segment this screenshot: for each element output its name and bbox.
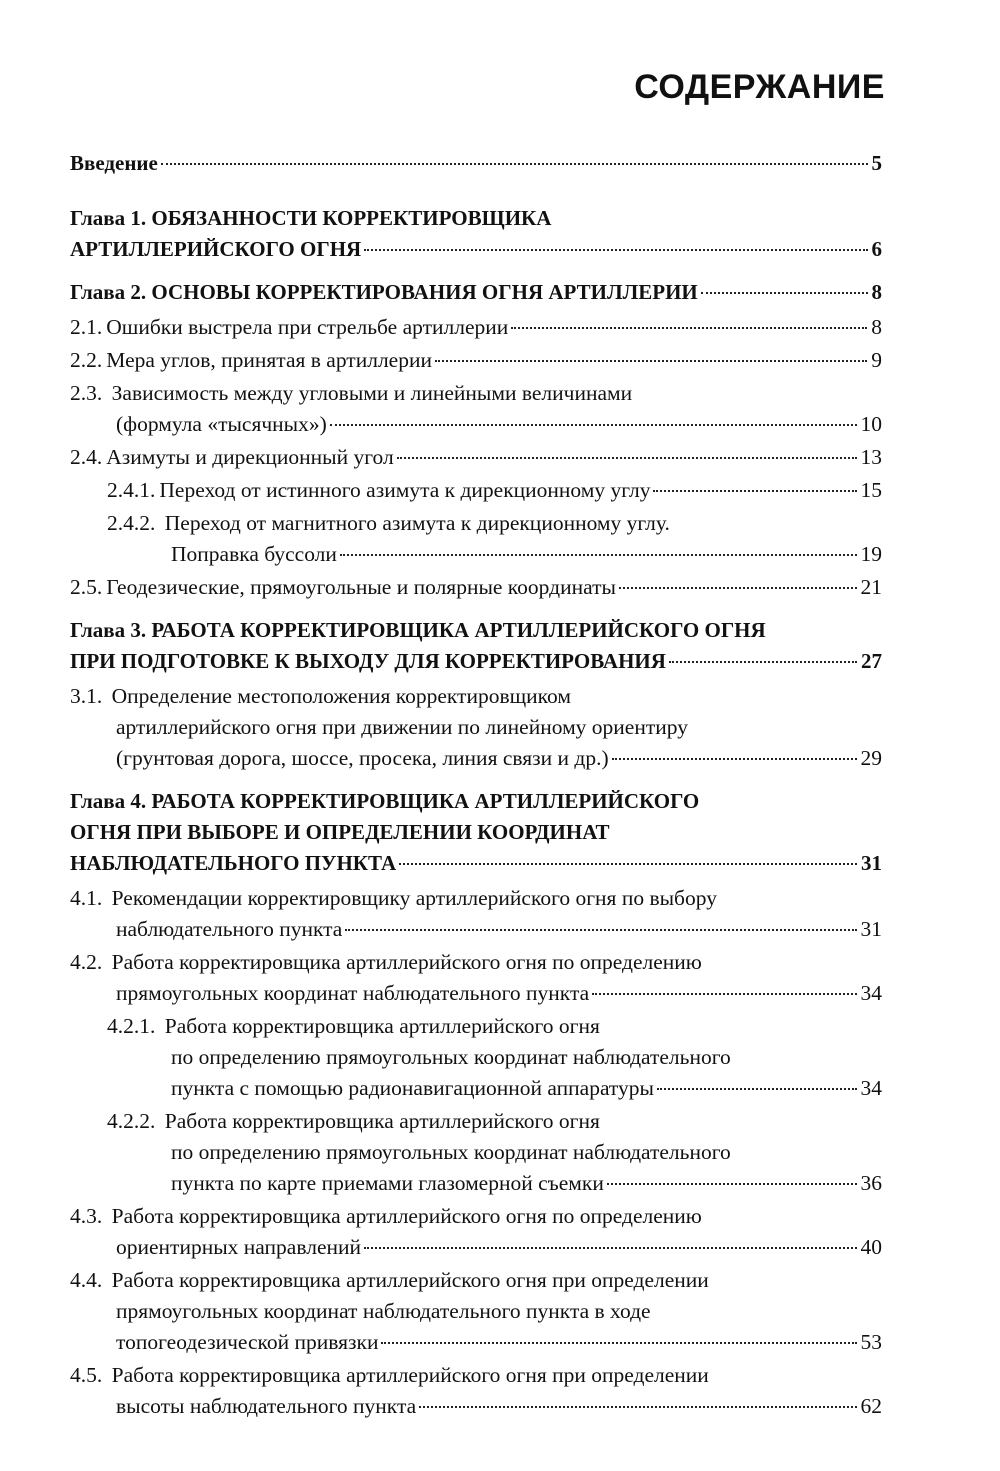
entry-title-text: Глава 2. ОСНОВЫ КОРРЕКТИРОВАНИЯ ОГНЯ АРТИЛЛЕРИИ bbox=[70, 280, 698, 304]
entry-title-text: Работа корректировщика артиллерийского огня по определению bbox=[111, 1204, 702, 1228]
dot-leader bbox=[397, 457, 857, 459]
toc-entry-line bbox=[107, 1168, 882, 1199]
toc-entry-line bbox=[70, 743, 882, 774]
toc-entry-line bbox=[70, 817, 882, 848]
entry-title-text: прямоугольных координат наблюдательного пункта в ходе bbox=[116, 1299, 651, 1323]
entry-title-text: Азимуты и дирекционный угол bbox=[106, 445, 394, 469]
page-number: 29 bbox=[860, 746, 882, 770]
section-number: 2.4.1. bbox=[107, 478, 156, 502]
section-number: 3.1. bbox=[70, 684, 108, 708]
entry-title-text: Работа корректировщика артиллерийского огня по определению bbox=[111, 950, 702, 974]
section-number: 4.3. bbox=[70, 1204, 108, 1228]
toc-entry-line bbox=[107, 1011, 882, 1042]
toc-section-entry[interactable] bbox=[70, 312, 882, 343]
entry-title-text: Мера углов, принятая в артиллерии bbox=[106, 348, 432, 372]
page-number: 34 bbox=[860, 981, 882, 1005]
entry-title-text: по определению прямоугольных координат наблюдательного bbox=[171, 1045, 731, 1069]
dot-leader bbox=[340, 554, 857, 556]
entry-title-text: наблюдательного пункта bbox=[116, 917, 343, 941]
entry-title-text: Работа корректировщика артиллерийского огня при определении bbox=[111, 1268, 709, 1292]
entry-title-text: пункта с помощью радионавигационной аппаратуры bbox=[171, 1076, 654, 1100]
page-number: 8 bbox=[871, 315, 882, 339]
toc-entry-line bbox=[70, 1360, 882, 1391]
dot-leader bbox=[657, 1088, 857, 1090]
section-number: 2.2. bbox=[70, 348, 103, 372]
toc-entry-line bbox=[70, 646, 882, 677]
toc-entry-line bbox=[70, 409, 882, 440]
dot-leader bbox=[612, 758, 857, 760]
entry-title-text: Глава 1. ОБЯЗАННОСТИ КОРРЕКТИРОВЩИКА bbox=[70, 206, 552, 230]
toc-entry-line bbox=[70, 442, 882, 473]
entry-title-text: АРТИЛЛЕРИЙСКОГО ОГНЯ bbox=[70, 237, 362, 261]
toc-section-entry[interactable] bbox=[70, 475, 882, 506]
dot-leader bbox=[701, 292, 868, 294]
toc-entry-line bbox=[70, 1201, 882, 1232]
page-number: 8 bbox=[871, 280, 882, 304]
entry-title-text: артиллерийского огня при движении по линейному ориентиру bbox=[116, 715, 688, 739]
entry-title-text: (грунтовая дорога, шоссе, просека, линия связи и др.) bbox=[116, 746, 609, 770]
section-number: 4.2.2. bbox=[107, 1109, 161, 1133]
toc-entry-line bbox=[70, 978, 882, 1009]
toc-entry-line bbox=[70, 1232, 882, 1263]
toc-entry-line bbox=[107, 1042, 882, 1073]
page-number: 21 bbox=[860, 575, 882, 599]
toc-entry-line bbox=[70, 277, 882, 308]
toc-section-entry[interactable] bbox=[70, 1201, 882, 1263]
toc-section-entry[interactable] bbox=[70, 442, 882, 473]
toc-entry-line bbox=[107, 1073, 882, 1104]
section-number: 2.1. bbox=[70, 315, 103, 339]
entry-title-text: ОГНЯ ПРИ ВЫБОРЕ И ОПРЕДЕЛЕНИИ КООРДИНАТ bbox=[70, 820, 610, 844]
entry-title-text: Ошибки выстрела при стрельбе артиллерии bbox=[106, 315, 509, 339]
toc-section-entry[interactable] bbox=[70, 572, 882, 603]
entry-title-text: Работа корректировщика артиллерийского огня bbox=[164, 1014, 600, 1038]
toc-entry-line bbox=[70, 378, 882, 409]
toc-section-entry[interactable] bbox=[70, 1011, 882, 1104]
entry-title-text: ориентирных направлений bbox=[116, 1235, 362, 1259]
entry-title-text: Определение местоположения корректировщиком bbox=[111, 684, 571, 708]
dot-leader bbox=[381, 1342, 856, 1344]
toc-entry-line bbox=[70, 572, 882, 603]
section-number: 4.2.1. bbox=[107, 1014, 161, 1038]
toc-entry-line bbox=[107, 1106, 882, 1137]
toc-entry-line bbox=[70, 148, 882, 179]
toc-entry-line bbox=[70, 1327, 882, 1358]
entry-title-text: ПРИ ПОДГОТОВКЕ К ВЫХОДУ ДЛЯ КОРРЕКТИРОВАНИЯ bbox=[70, 649, 666, 673]
toc-entry-line bbox=[70, 345, 882, 376]
page-number: 36 bbox=[860, 1171, 882, 1195]
dot-leader bbox=[592, 993, 856, 995]
toc-section-entry[interactable] bbox=[70, 1265, 882, 1358]
page-number: 15 bbox=[860, 478, 882, 502]
table-of-contents bbox=[70, 148, 882, 1422]
toc-section-entry[interactable] bbox=[70, 508, 882, 570]
entry-title-text: Глава 3. РАБОТА КОРРЕКТИРОВЩИКА АРТИЛЛЕРИЙСКОГО ОГНЯ bbox=[70, 618, 766, 642]
entry-title-text: по определению прямоугольных координат наблюдательного bbox=[171, 1140, 731, 1164]
entry-title-text: высоты наблюдательного пункта bbox=[116, 1394, 417, 1418]
entry-title-text: Зависимость между угловыми и линейными величинами bbox=[111, 381, 633, 405]
section-number: 4.5. bbox=[70, 1363, 108, 1387]
toc-section-entry[interactable] bbox=[70, 883, 882, 945]
dot-leader bbox=[345, 929, 856, 931]
dot-leader bbox=[330, 424, 857, 426]
page-number: 13 bbox=[860, 445, 882, 469]
toc-section-entry[interactable] bbox=[70, 1106, 882, 1199]
page-number: 53 bbox=[860, 1330, 882, 1354]
page-number: 19 bbox=[860, 542, 882, 566]
toc-entry-line bbox=[70, 1296, 882, 1327]
toc-entry-line bbox=[70, 914, 882, 945]
toc-entry-line bbox=[107, 508, 882, 539]
section-number: 2.4. bbox=[70, 445, 103, 469]
toc-entry-line bbox=[107, 1137, 882, 1168]
toc-entry-line bbox=[70, 203, 882, 234]
entry-title-text: Работа корректировщика артиллерийского огня bbox=[164, 1109, 600, 1133]
toc-entry-line bbox=[70, 712, 882, 743]
page-number: 6 bbox=[871, 237, 882, 261]
page-number: 62 bbox=[860, 1394, 882, 1418]
entry-title-text: НАБЛЮДАТЕЛЬНОГО ПУНКТА bbox=[70, 851, 397, 875]
toc-entry-line bbox=[107, 475, 882, 506]
toc-section-entry[interactable] bbox=[70, 1360, 882, 1422]
entry-title-text: Работа корректировщика артиллерийского огня при определении bbox=[111, 1363, 709, 1387]
toc-entry-line bbox=[70, 312, 882, 343]
toc-entry-line bbox=[70, 234, 882, 265]
entry-title-text: топогеодезической привязки bbox=[116, 1330, 379, 1354]
dot-leader bbox=[607, 1183, 857, 1185]
toc-section-entry[interactable] bbox=[70, 681, 882, 774]
section-number: 2.3. bbox=[70, 381, 108, 405]
dot-leader bbox=[619, 587, 857, 589]
page-number: 5 bbox=[871, 151, 882, 175]
toc-entry-line bbox=[70, 681, 882, 712]
toc-chapter-entry[interactable] bbox=[70, 277, 882, 308]
section-number: 2.4.2. bbox=[107, 511, 161, 535]
page-number: 9 bbox=[871, 348, 882, 372]
entry-title-text: пункта по карте приемами глазомерной съемки bbox=[171, 1171, 604, 1195]
section-number: 2.5. bbox=[70, 575, 103, 599]
dot-leader bbox=[399, 863, 857, 865]
entry-title-text: Геодезические, прямоугольные и полярные координаты bbox=[106, 575, 616, 599]
dot-leader bbox=[669, 661, 857, 663]
toc-chapter-entry[interactable] bbox=[70, 615, 882, 677]
section-number: 4.4. bbox=[70, 1268, 108, 1292]
dot-leader bbox=[364, 249, 867, 251]
entry-title-text: Глава 4. РАБОТА КОРРЕКТИРОВЩИКА АРТИЛЛЕРИЙСКОГО bbox=[70, 789, 700, 813]
toc-chapter-entry[interactable] bbox=[70, 786, 882, 879]
dot-leader bbox=[364, 1247, 856, 1249]
toc-section-entry[interactable] bbox=[70, 378, 882, 440]
section-number: 4.1. bbox=[70, 886, 108, 910]
dot-leader bbox=[161, 163, 868, 165]
page-number: 10 bbox=[860, 412, 882, 436]
toc-entry-line bbox=[70, 947, 882, 978]
section-number: 4.2. bbox=[70, 950, 108, 974]
toc-entry-line bbox=[70, 848, 882, 879]
page-number: 31 bbox=[861, 851, 882, 875]
page-number: 40 bbox=[860, 1235, 882, 1259]
toc-entry-line bbox=[70, 615, 882, 646]
page-number: 31 bbox=[860, 917, 882, 941]
toc-chapter-entry[interactable] bbox=[70, 148, 882, 179]
toc-section-entry[interactable] bbox=[70, 947, 882, 1009]
page-number: 34 bbox=[860, 1076, 882, 1100]
dot-leader bbox=[511, 327, 867, 329]
toc-entry-line bbox=[70, 786, 882, 817]
entry-title-text: Рекомендации корректировщику артиллерийского огня по выбору bbox=[111, 886, 717, 910]
entry-title-text: (формула «тысячных») bbox=[116, 412, 327, 436]
dot-leader bbox=[653, 490, 856, 492]
toc-entry-line bbox=[107, 539, 882, 570]
toc-entry-line bbox=[70, 1391, 882, 1422]
page-title: СОДЕРЖАНИЕ bbox=[634, 68, 885, 106]
page-number: 27 bbox=[861, 649, 882, 673]
entry-title-text: Переход от магнитного азимута к дирекционному углу. bbox=[164, 511, 670, 535]
toc-entry-line bbox=[70, 883, 882, 914]
toc-entry-line bbox=[70, 1265, 882, 1296]
dot-leader bbox=[435, 360, 867, 362]
entry-title-text: Переход от истинного азимута к дирекционному углу bbox=[159, 478, 651, 502]
entry-title-text: прямоугольных координат наблюдательного пункта bbox=[116, 981, 590, 1005]
dot-leader bbox=[419, 1406, 856, 1408]
toc-chapter-entry[interactable] bbox=[70, 203, 882, 265]
entry-title-text: Введение bbox=[70, 151, 158, 175]
entry-title-text: Поправка буссоли bbox=[171, 542, 337, 566]
toc-section-entry[interactable] bbox=[70, 345, 882, 376]
